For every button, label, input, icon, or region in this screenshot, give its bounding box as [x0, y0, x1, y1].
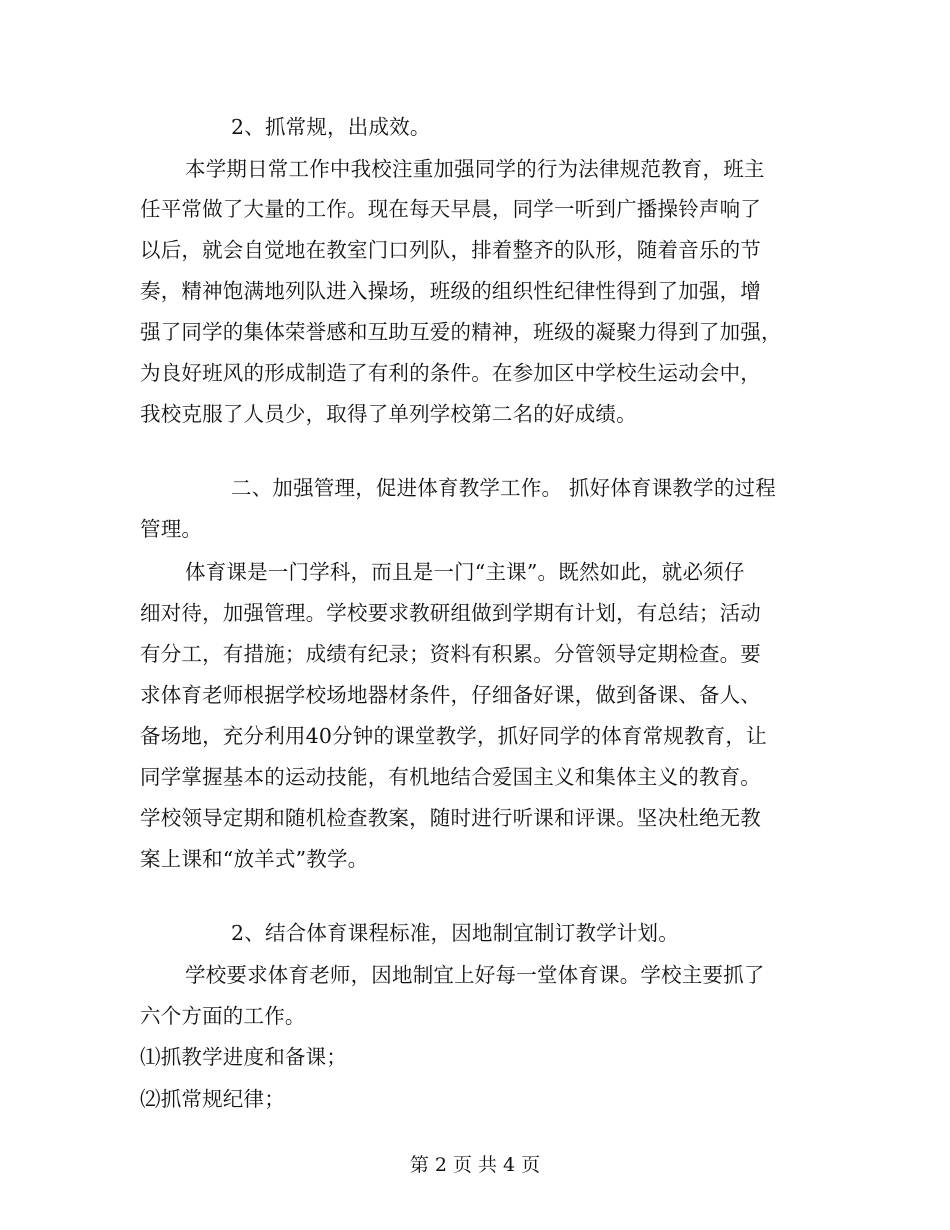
paragraph-line: 求体育老师根据学校场地器材条件，仔细备好课，做到备课、备人、 [140, 683, 761, 707]
paragraph-line: 奏，精神饱满地列队进入操场，班级的组织性纪律性得到了加强，增 [140, 279, 761, 303]
paragraph-line: 强了同学的集体荣誉感和互助互爱的精神，班级的凝聚力得到了加强， [140, 320, 782, 344]
paragraph-line: 同学掌握基本的运动技能，有机地结合爱国主义和集体主义的教育。 [140, 765, 761, 789]
section-heading: 2、抓常规，出成效。 [231, 115, 431, 139]
paragraph-line: 案上课和“放羊式”教学。 [140, 847, 369, 871]
section-heading: 二、加强管理，促进体育教学工作。 抓好体育课教学的过程 [231, 476, 776, 500]
paragraph-line: 本学期日常工作中我校注重加强同学的行为法律规范教育，班主 [185, 157, 765, 181]
paragraph-line: 有分工，有措施；成绩有纪录；资料有积累。分管领导定期检查。要 [140, 642, 761, 666]
page-number-footer: 第 2 页 共 4 页 [409, 1154, 541, 1176]
list-item: ⑴抓教学进度和备课； [140, 1045, 347, 1069]
section-heading: 管理。 [140, 517, 203, 541]
paragraph-line: 学校要求体育老师，因地制宜上好每一堂体育课。学校主要抓了 [185, 963, 765, 987]
paragraph-line: 六个方面的工作。 [140, 1004, 306, 1028]
paragraph-line: 备场地，充分利用40分钟的课堂教学，抓好同学的体育常规教育，让 [140, 724, 767, 748]
paragraph-line: 学校领导定期和随机检查教案，随时进行听课和评课。坚决杜绝无教 [140, 806, 761, 830]
paragraph-line: 细对待，加强管理。学校要求教研组做到学期有计划，有总结；活动 [140, 601, 761, 625]
paragraph-line: 任平常做了大量的工作。现在每天早晨，同学一听到广播操铃声响了 [140, 197, 761, 221]
paragraph-line: 为良好班风的形成制造了有利的条件。在参加区中学校生运动会中， [140, 361, 761, 385]
paragraph-line: 我校克服了人员少，取得了单列学校第二名的好成绩。 [140, 402, 637, 426]
section-heading: 2、结合体育课程标准，因地制宜制订教学计划。 [231, 921, 679, 945]
list-item: ⑵抓常规纪律； [140, 1087, 285, 1111]
paragraph-line: 体育课是一门学科，而且是一门“主课”。既然如此，就必须仔 [185, 560, 745, 584]
paragraph-line: 以后，就会自觉地在教室门口列队，排着整齐的队形，随着音乐的节 [140, 238, 761, 262]
